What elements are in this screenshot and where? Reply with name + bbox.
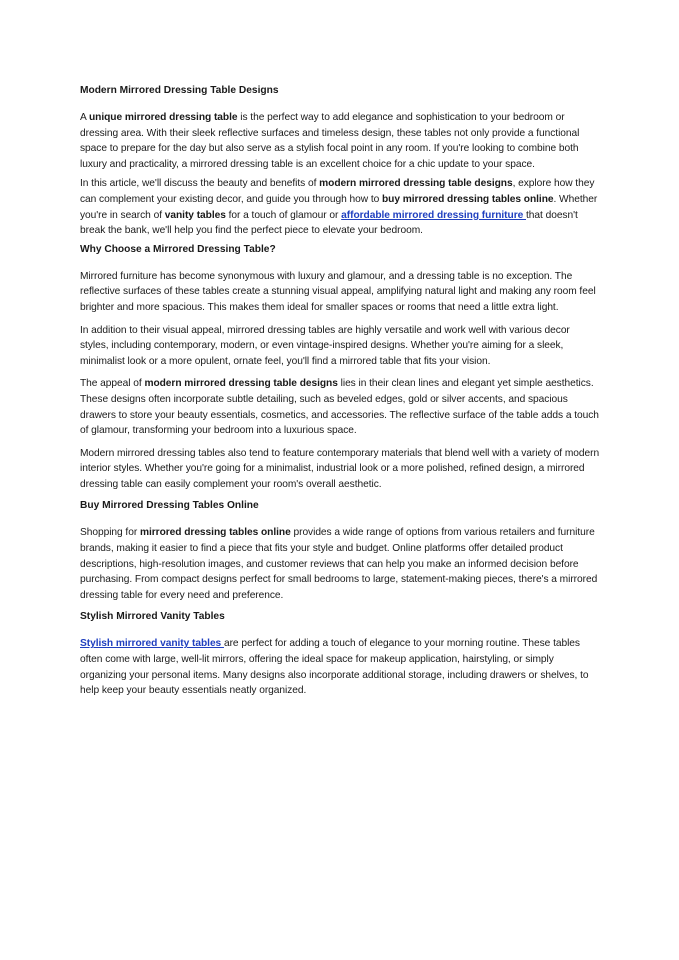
page-title: Modern Mirrored Dressing Table Designs: [80, 85, 279, 96]
section-heading-buy-online: Buy Mirrored Dressing Tables Online: [80, 500, 259, 512]
intro-paragraph-1: A unique mirrored dressing table is the perfect way to add elegance and sophistication to your bedroom or dressing area. With their sleek reflective surfaces and timeless design, these tables not only provide a functional space to prepare for the day but also serve as a stylish focal point in any room. If you're looking to combine both luxury and practicality, a mirrored dressing table is an excellent choice for a chic update to your space.: [80, 112, 580, 170]
stylish-vanity-tables-link[interactable]: Stylish mirrored vanity tables: [80, 638, 224, 650]
bold-phrase: mirrored dressing tables online: [139, 527, 291, 539]
section1-paragraph-3: The appeal of modern mirrored dressing table designs lies in their clean lines and elegant yet simple aesthetics. These designs often incorporate subtle detailing, such as beveled edges, gold or silver accents, and spacious drawers to store your beauty essentials, cosmetics, and accessories. The reflective surface of the table adds a touch of glamour, transforming your bedroom into a luxurious space.: [80, 378, 599, 437]
section-heading-why-choose: Why Choose a Mirrored Dressing Table?: [80, 243, 276, 255]
bold-phrase: modern mirrored dressing table designs: [319, 178, 513, 190]
section2-paragraph-1: Shopping for mirrored dressing tables online provides a wide range of options from various retailers and furniture brands, making it easier to find a piece that fits your style and budget. Online platforms offer detailed product descriptions, high-resolution images, and customer reviews that can help you make an informed decision before purchasing. From compact designs perfect for small bedrooms to large, statement-making pieces, there's a mirrored dressing table for every need and preference.: [80, 527, 598, 601]
section1-paragraph-2: In addition to their visual appeal, mirrored dressing tables are highly versatile and work well with various decor styles, including contemporary, modern, or even vintage-inspired designs. Whether you're aiming for a sleek, minimalist look or a more opulent, ornate feel, you'll find a mirrored table that fits your vision.: [80, 324, 570, 367]
section3-paragraph-1: Stylish mirrored vanity tables are perfect for adding a touch of elegance to your morning routine. These tables often come with large, well-lit mirrors, offering the ideal space for makeup application, hairstyling, or simply organizing your personal items. Many designs also incorporate additional storage, including drawers or shelves, to help keep your beauty essentials neatly organized.: [80, 638, 589, 697]
document-page: [80, 84, 600, 703]
section1-paragraph-4: Modern mirrored dressing tables also tend to feature contemporary materials that blend well with a variety of modern interior styles. Whether you're going for a minimalist, industrial look or a more polished, refined design, a mirrored dressing table can easily complement your room's overall aesthetic.: [80, 447, 600, 490]
section-heading-vanity-tables: Stylish Mirrored Vanity Tables: [80, 611, 225, 623]
bold-phrase: unique mirrored dressing table: [88, 112, 238, 123]
affordable-furniture-link[interactable]: affordable mirrored dressing furniture: [341, 209, 527, 221]
bold-phrase: vanity tables: [164, 209, 226, 221]
bold-phrase: modern mirrored dressing table designs: [144, 378, 338, 390]
section1-paragraph-1: Mirrored furniture has become synonymous with luxury and glamour, and a dressing table is no exception. The reflective surfaces of these tables create a stunning visual appeal, amplifying natural light and making any room feel brighter and more spacious. This makes them ideal for smaller spaces or rooms that need a little extra light.: [80, 270, 596, 313]
intro-paragraph-2: In this article, we'll discuss the beauty and benefits of modern mirrored dressing table designs, explore how they can complement your existing decor, and guide you through how to buy mirrored dressing tables online. Whether you're in search of vanity tables for a touch of glamour or affordable mirrored dressing furniture that doesn't break the bank, we'll help you find the perfect piece to elevate your bedroom.: [80, 178, 598, 237]
bold-phrase: buy mirrored dressing tables online: [382, 193, 554, 205]
